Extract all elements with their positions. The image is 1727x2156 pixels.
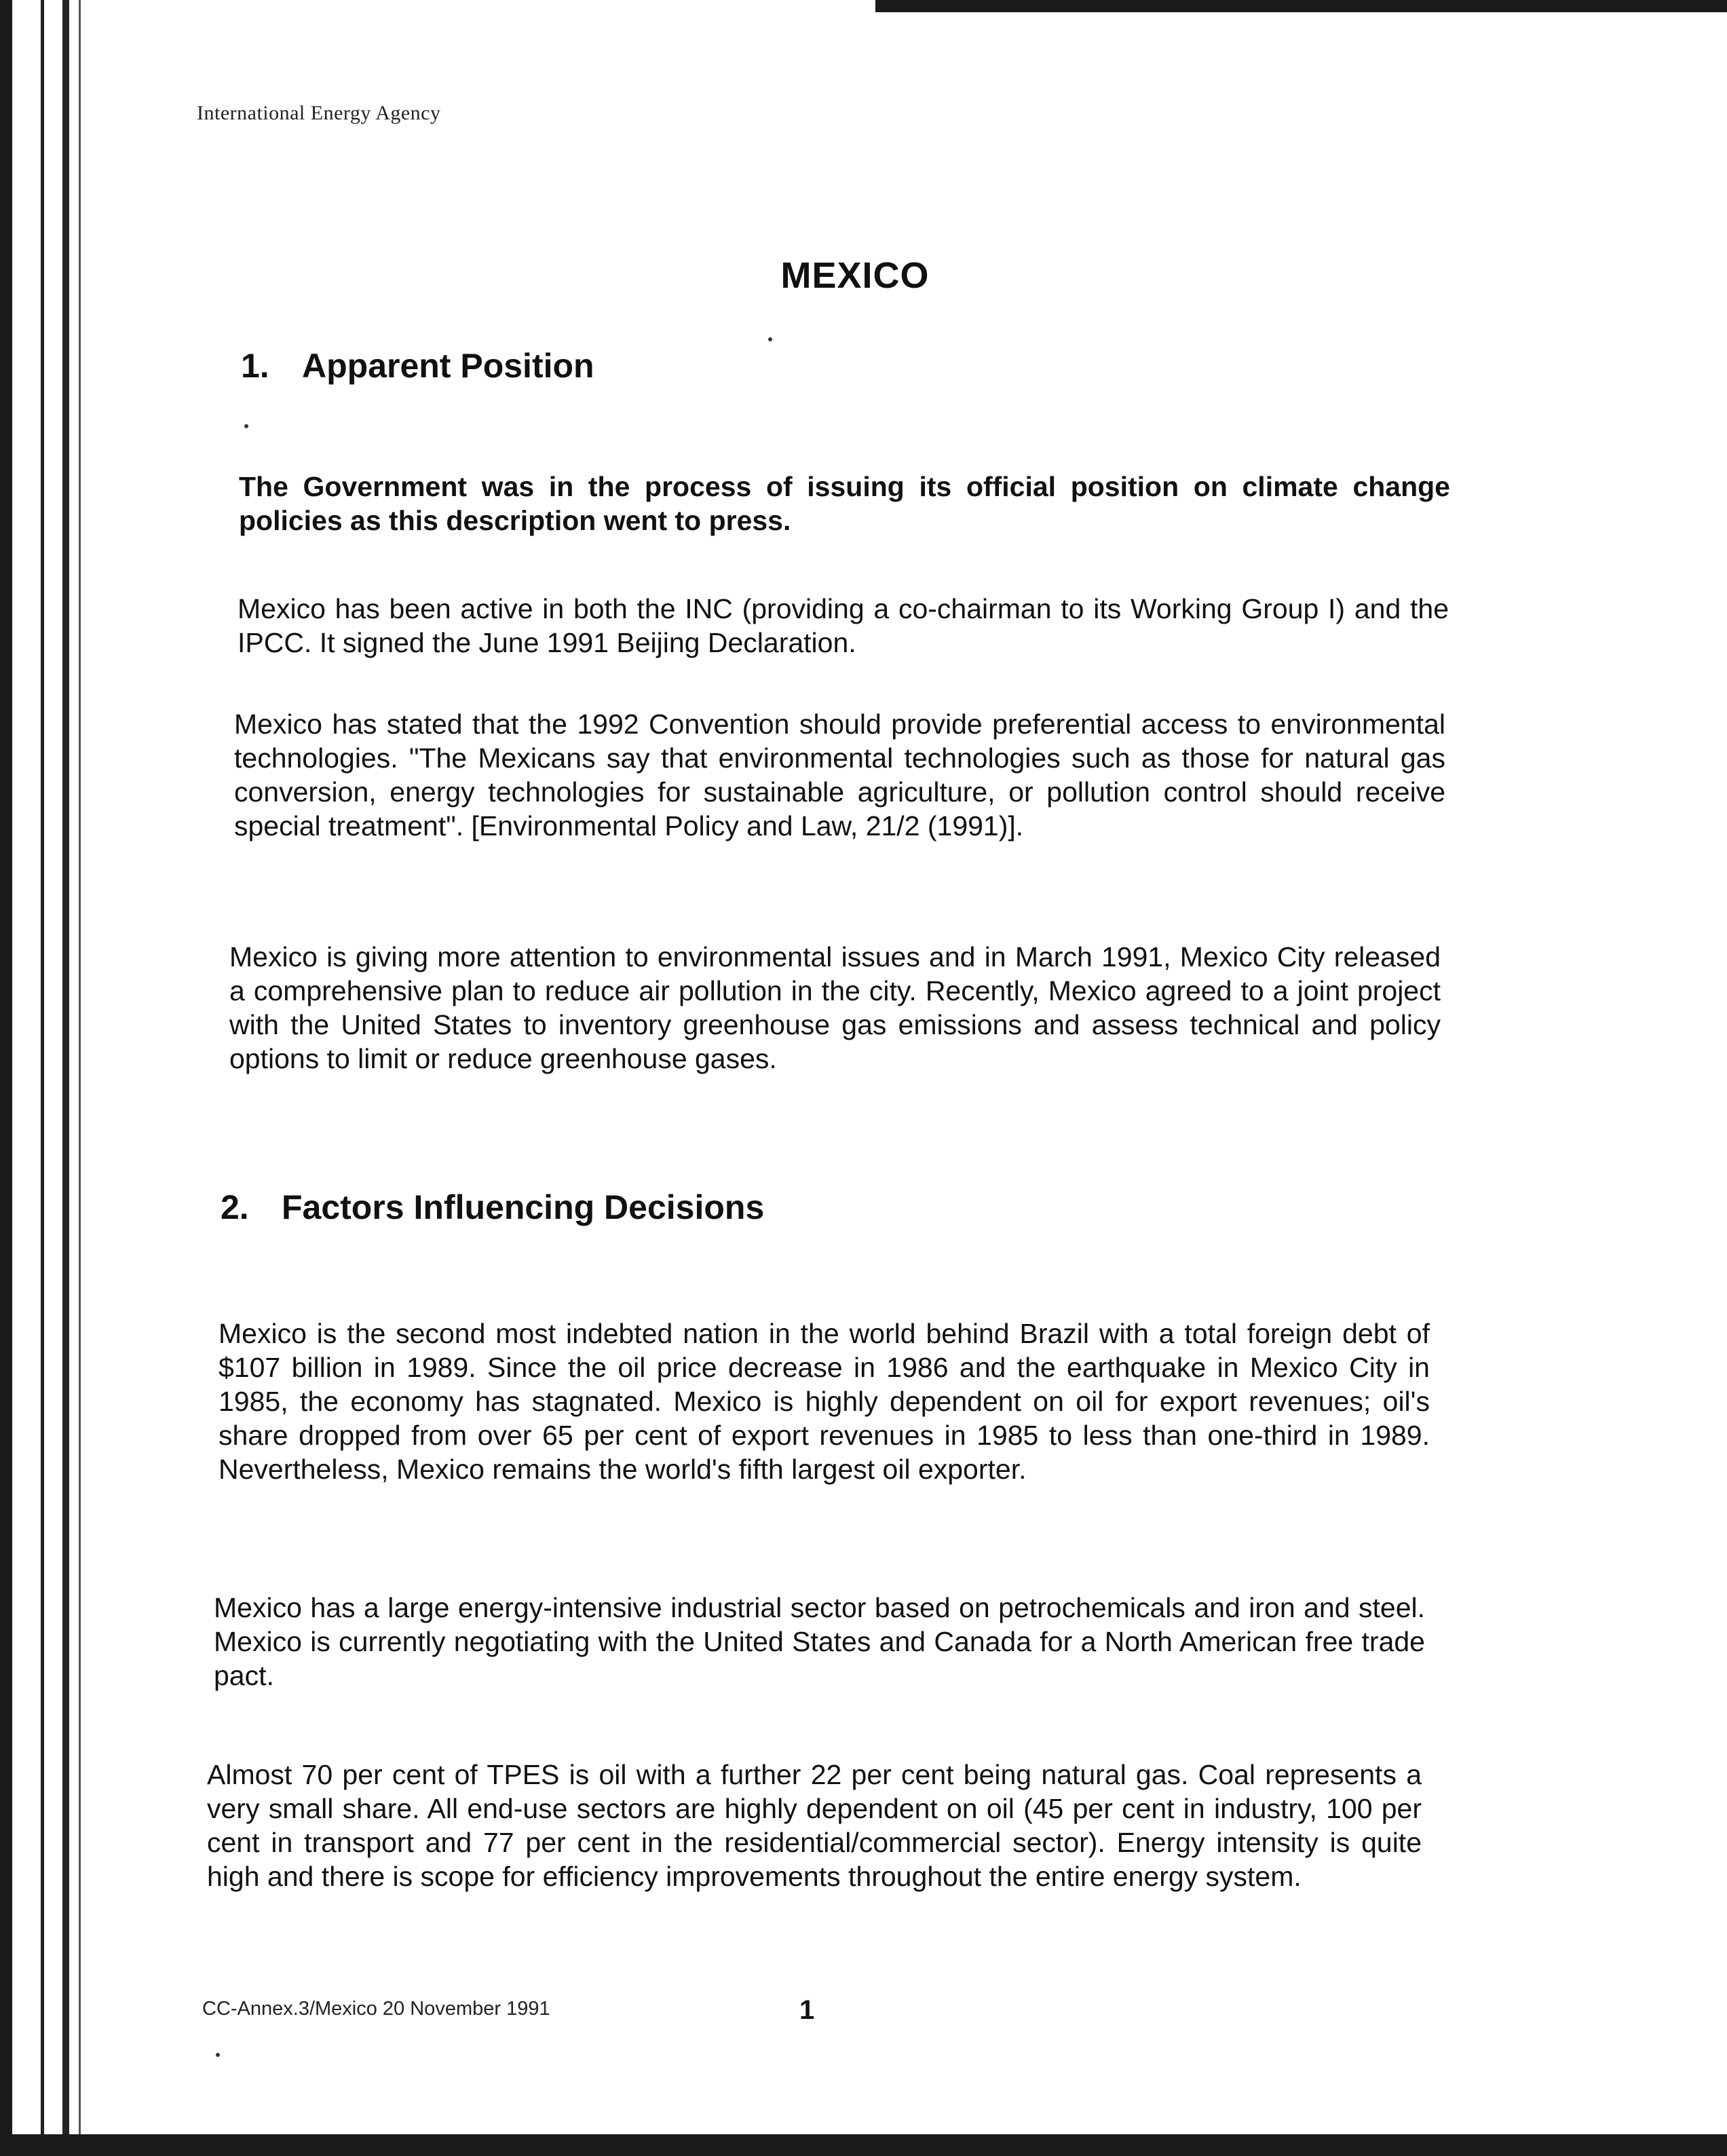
scan-edge-line	[62, 0, 69, 2156]
scan-speck	[244, 424, 248, 428]
scan-edge-line	[41, 0, 44, 2156]
organization-header: International Energy Agency	[197, 102, 441, 124]
section-title: Factors Influencing Decisions	[282, 1188, 765, 1226]
scan-top-edge	[875, 0, 1727, 12]
section-heading-factors	[221, 1188, 764, 1227]
footer-reference: CC-Annex.3/Mexico 20 November 1991	[202, 1998, 550, 2020]
document-title: MEXICO	[780, 255, 930, 296]
paragraph-government-position: The Government was in the process of issuing its official position on climate change policies as this description went to press.	[239, 471, 1450, 536]
section-number: 1.	[241, 347, 269, 385]
scan-speck	[216, 2053, 220, 2057]
paragraph-tpes: Almost 70 per cent of TPES is oil with a further 22 per cent being natural gas. Coal represents a very small share. All end-use sectors are highly dependent on oil (45 per cent in industry, 100 per cent in transport and 77 per cent in the residential/commercial sector). Energy intensity is quite high and there is scope for efficiency improvements throughout the entire energy system.	[207, 1759, 1422, 1892]
paragraph-inc-ipcc: Mexico has been active in both the INC (providing a co-chairman to its Working Group I) and the IPCC. It signed the June 1991 Beijing Declaration.	[238, 593, 1449, 658]
section-title: Apparent Position	[302, 347, 594, 385]
paragraph-foreign-debt: Mexico is the second most indebted nation in the world behind Brazil with a total foreign debt of $107 billion in 1989. Since the oil price decrease in 1986 and the earthquake in Mexico City in 1985, the economy has stagnated. Mexico is highly dependent on oil for export revenues; oil's share dropped from over 65 per cent of export revenues in 1985 to less than one-third in 1989. Nevertheless, Mexico remains the world's fifth largest oil exporter.	[219, 1318, 1430, 1485]
scan-bottom-edge	[0, 2134, 1727, 2156]
paragraph-industrial-sector: Mexico has a large energy-intensive industrial sector based on petrochemicals and iron and steel. Mexico is currently negotiating with the United States and Canada for a North American free trade pact.	[214, 1592, 1425, 1691]
paragraph-convention-access: Mexico has stated that the 1992 Convention should provide preferential access to environmental technologies. "The Mexicans say that environmental technologies such as those for natural gas conversion, energy technologies for sustainable agriculture, or pollution control should receive special treatment". [Environmental Policy and Law, 21/2 (1991)].	[234, 708, 1445, 841]
section-heading-apparent-position	[241, 346, 594, 385]
scan-binding-edge	[0, 0, 12, 2156]
scan-edge-line	[79, 0, 81, 2156]
page-number: 1	[799, 1995, 815, 2025]
paragraph-environmental-issues: Mexico is giving more attention to environmental issues and in March 1991, Mexico City released a comprehensive plan to reduce air pollution in the city. Recently, Mexico agreed to a joint project with the United States to inventory greenhouse gas emissions and assess technical and policy options to limit or reduce greenhouse gases.	[229, 941, 1441, 1074]
section-number: 2.	[221, 1188, 249, 1226]
scan-speck	[768, 337, 772, 341]
